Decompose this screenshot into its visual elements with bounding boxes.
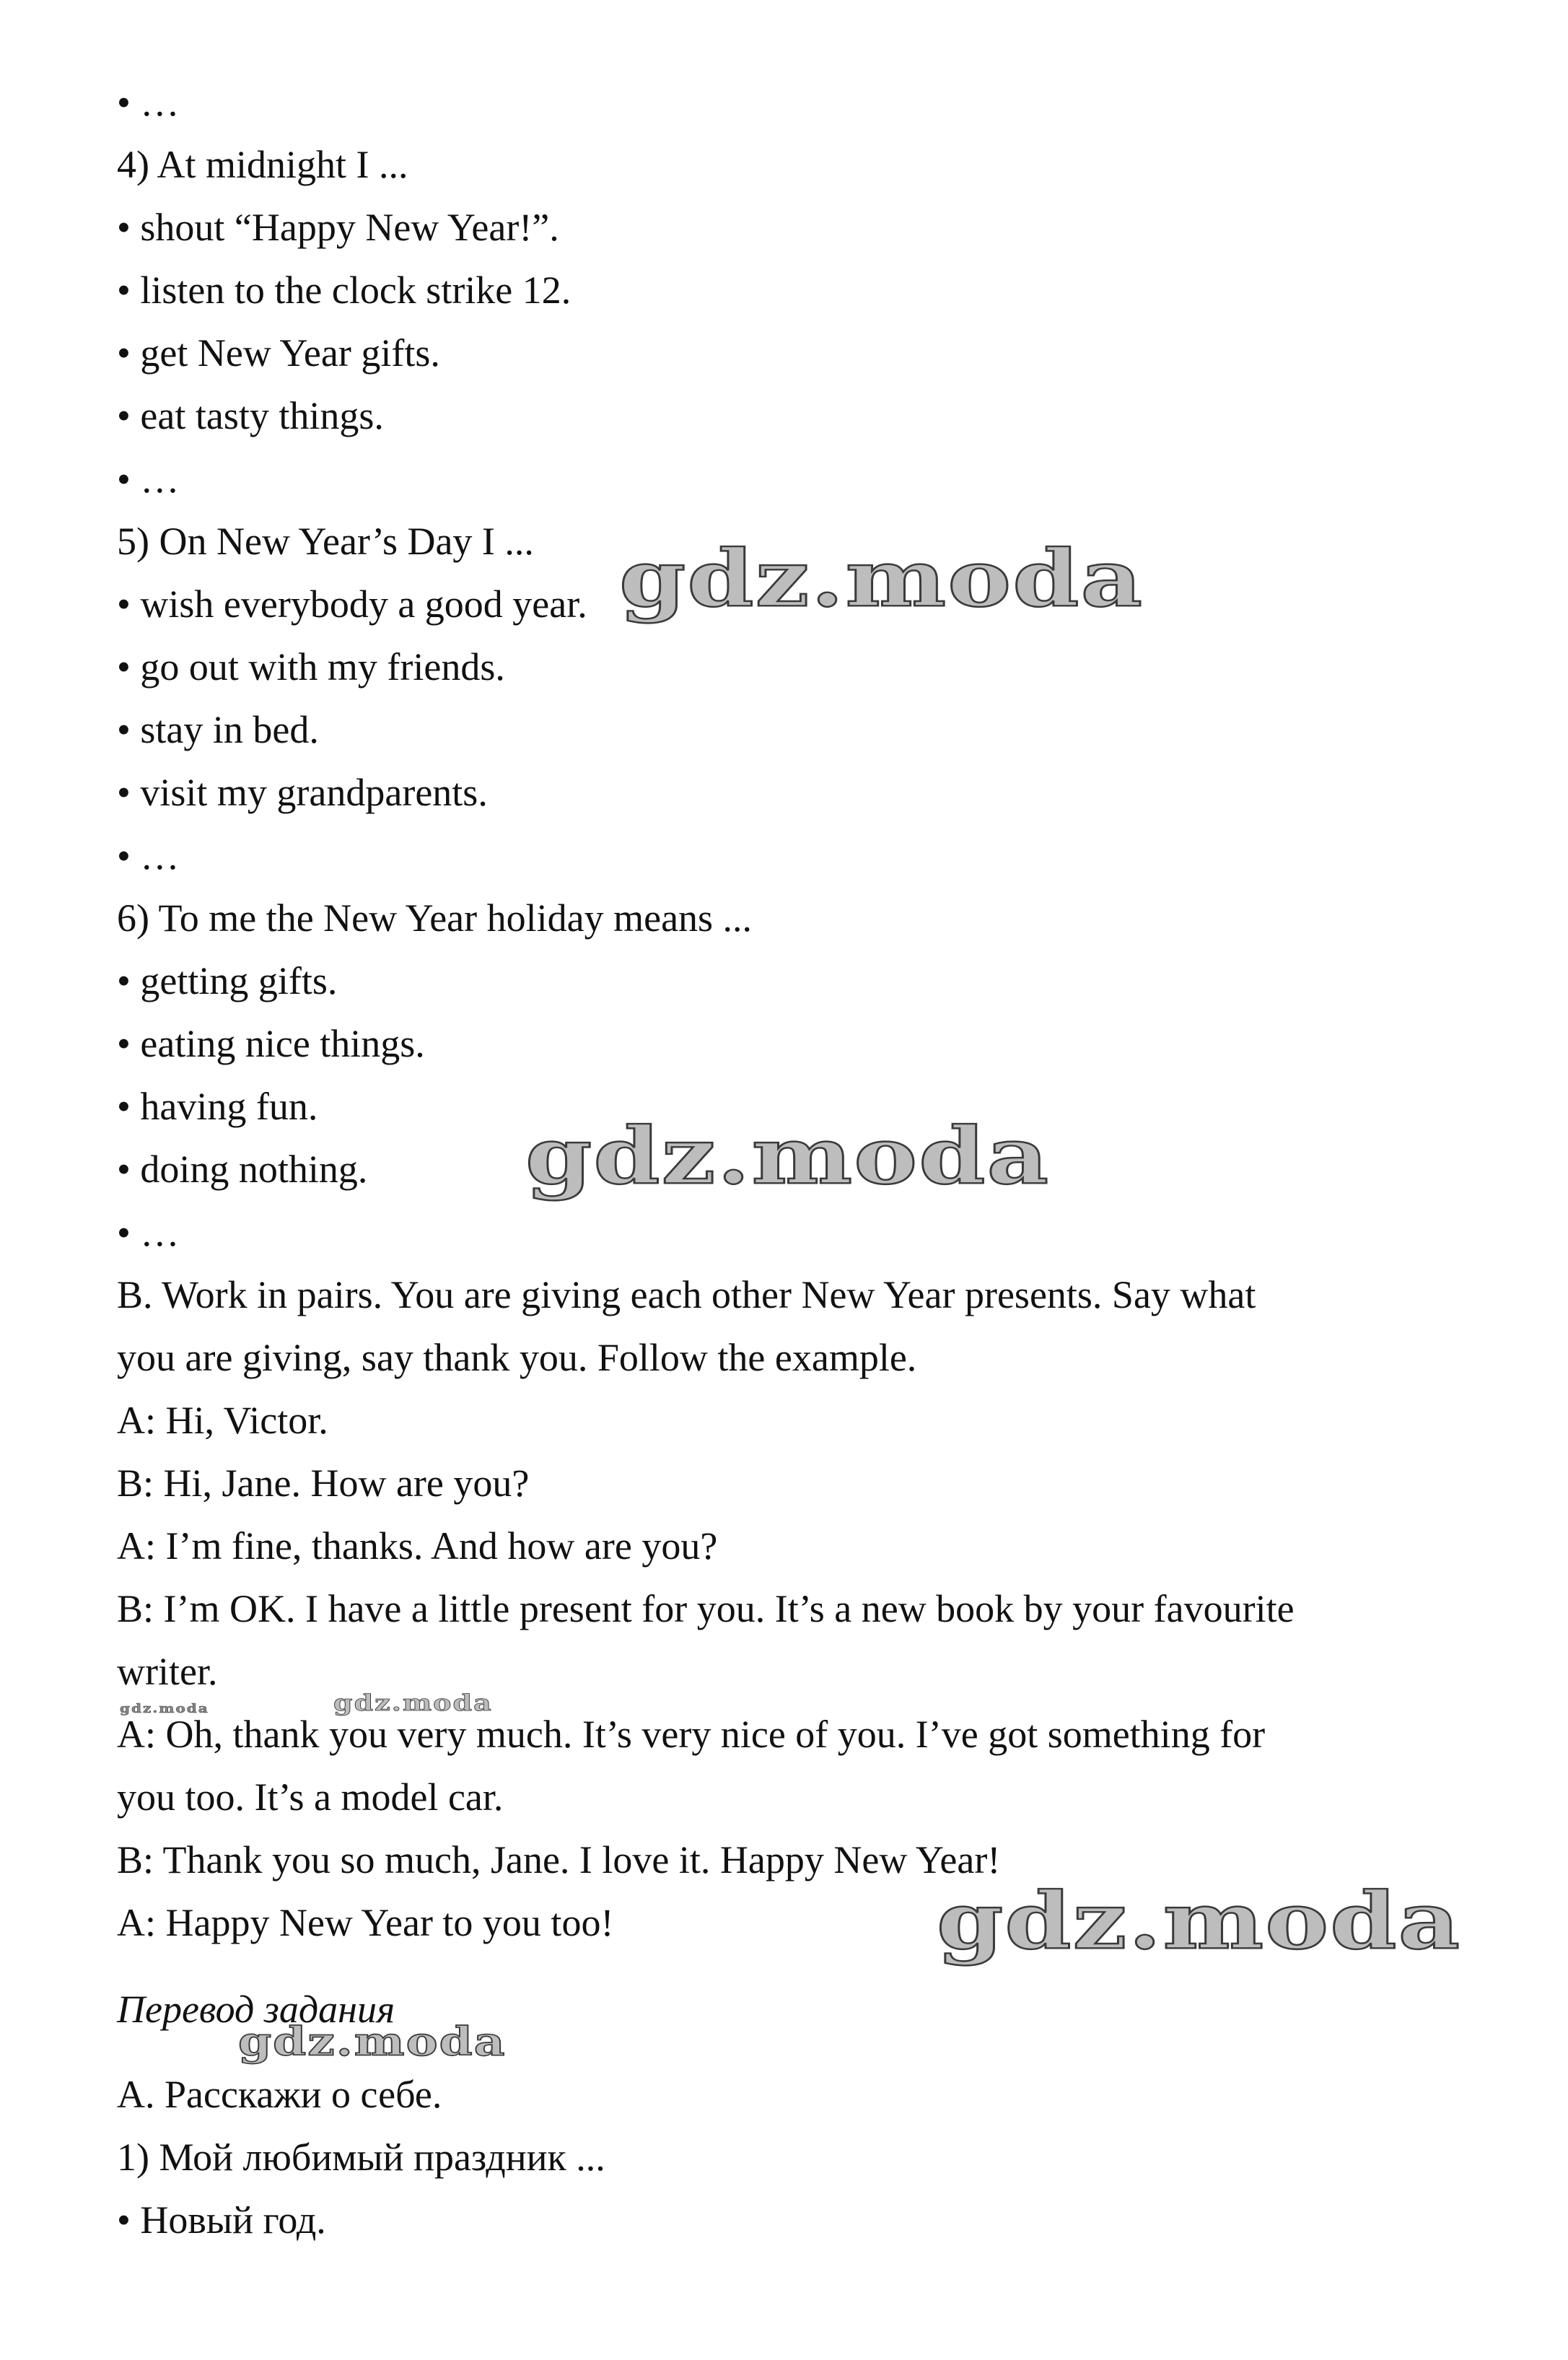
item-heading-6: 6) To me the New Year holiday means ...: [117, 896, 753, 940]
watermark-logo: gdz.moda: [525, 1110, 1051, 1202]
watermark-logo: gdz.moda: [120, 1701, 209, 1716]
dialogue-line: B: Hi, Jane. How are you?: [117, 1461, 530, 1505]
watermark-logo: gdz.moda: [238, 2018, 507, 2065]
dialogue-line: A: I’m fine, thanks. And how are you?: [117, 1524, 718, 1568]
bullet-item: • doing nothing.: [117, 1148, 368, 1191]
item-heading-5: 5) On New Year’s Day I ...: [117, 520, 534, 563]
bullet-item: • eat tasty things.: [117, 394, 384, 437]
translation-bullet: • Новый год.: [117, 2198, 326, 2242]
bullet-item: • shout “Happy New Year!”.: [117, 206, 559, 249]
bullet-item: • having fun.: [117, 1085, 318, 1128]
bullet-ellipsis: • …: [117, 81, 180, 124]
translation-item-1: 1) Мой любимый праздник ...: [117, 2136, 605, 2179]
bullet-ellipsis: • …: [117, 1211, 180, 1254]
translation-heading: Перевод задания: [117, 1988, 395, 2031]
watermark-logo: gdz.moda: [619, 533, 1144, 625]
task-b-instruction: B. Work in pairs. You are giving each other New Year presents. Say what: [117, 1273, 1256, 1316]
dialogue-line: A: Hi, Victor.: [117, 1399, 328, 1442]
bullet-item: • get New Year gifts.: [117, 331, 440, 375]
item-heading-4: 4) At midnight I ...: [117, 143, 408, 186]
bullet-item: • getting gifts.: [117, 959, 338, 1002]
watermark-logo: gdz.moda: [937, 1875, 1462, 1967]
task-b-instruction: you are giving, say thank you. Follow the example.: [117, 1336, 917, 1379]
dialogue-line: writer.: [117, 1650, 218, 1693]
bullet-ellipsis: • …: [117, 834, 180, 878]
bullet-item: • stay in bed.: [117, 708, 319, 751]
dialogue-line: B: I’m OK. I have a little present for you. It’s a new book by your favourite: [117, 1587, 1295, 1630]
bullet-item: • go out with my friends.: [117, 645, 505, 689]
bullet-ellipsis: • …: [117, 458, 180, 501]
bullet-item: • eating nice things.: [117, 1022, 425, 1065]
bullet-item: • wish everybody a good year.: [117, 582, 587, 626]
dialogue-line: you too. It’s a model car.: [117, 1775, 504, 1819]
translation-task-a: A. Расскажи о себе.: [117, 2073, 442, 2116]
dialogue-line: A: Happy New Year to you too!: [117, 1901, 614, 1944]
dialogue-line: B: Thank you so much, Jane. I love it. Happy New Year!: [117, 1838, 1001, 1882]
bullet-item: • listen to the clock strike 12.: [117, 268, 571, 312]
bullet-item: • visit my grandparents.: [117, 771, 488, 814]
dialogue-line: A: Oh, thank you very much. It’s very nice of you. I’ve got something for: [117, 1713, 1266, 1756]
watermark-logo: gdz.moda: [333, 1689, 493, 1716]
